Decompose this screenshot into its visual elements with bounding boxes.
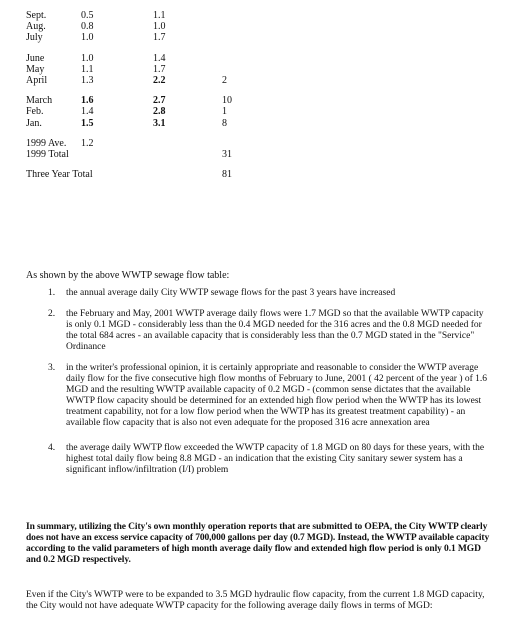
- item-text: the average daily WWTP flow exceeded the WWTP capacity of 1.8 MGD on 80 days for these years, with the highest total daily flow being 8.8 MGD - an indication that the existing City sanitary sewer system has a significant inflow/infiltration (I/I) problem: [66, 443, 485, 475]
- value-cell: 1.1: [81, 63, 94, 75]
- list-item: [48, 309, 488, 353]
- item-number: 2.: [48, 309, 56, 319]
- table-row: [26, 75, 252, 86]
- value-cell: 8: [222, 117, 227, 129]
- month-cell: March: [26, 95, 53, 107]
- item-text: the annual average daily City WWTP sewage flows for the past 3 years have increased: [66, 288, 396, 298]
- list-item: [48, 363, 488, 429]
- value-cell: 1.0: [81, 52, 94, 64]
- month-cell: Sept.: [26, 10, 47, 21]
- value-cell: [222, 44, 252, 64]
- value-cell: 1.4: [81, 106, 94, 118]
- month-cell: 1999 Ave.: [26, 137, 67, 149]
- table-row: [26, 118, 252, 129]
- value-cell: [222, 10, 252, 21]
- month-cell: Aug.: [26, 21, 46, 33]
- value-cell: 1.0: [81, 32, 94, 44]
- month-cell: July: [26, 32, 43, 44]
- table-row: [26, 21, 252, 32]
- summary-paragraph: In summary, utilizing the City's own monthly operation reports that are submitted to OEPA, the City WWTP clearly does not have an excess service capacity of 700,000 gallons per day (0.7 MGD). Instead, the WWTP available capacity according to the valid parameters of high month average daily flow and extended high flow period is only 0.1 MGD and 0.2 MGD respectively.: [26, 522, 490, 565]
- value-cell: 1.6: [81, 95, 94, 107]
- month-cell: April: [26, 75, 48, 87]
- value-cell: [81, 149, 153, 160]
- value-cell: 1.2: [81, 137, 94, 149]
- month-cell: 1999 Total: [26, 149, 69, 161]
- table-row: [26, 106, 252, 117]
- sewage-flow-table: [26, 10, 252, 180]
- item-text: in the writer's professional opinion, it is certainly appropriate and reasonable to consider the WWTP average daily flow for the five consecutive high flow months of February to June, 2001 ( 42 percent of the year ) of 1.6 MGD and the resulting WWTP available capacity of 0.2 MGD - (common sense dictates that the available WWTP flow capacity should be determined for an extended high flow period when the WWTP has its lowest treatment capability, not for a low flow period when the WWTP has its greatest treatment capability) - an available flow capacity that is also not even adequate for the proposed 316 acre annexation area: [66, 363, 488, 428]
- value-cell: 3.1: [153, 117, 166, 129]
- closing-paragraph: Even if the City's WWTP were to be expanded to 3.5 MGD hydraulic flow capacity, from the current 1.8 MGD capacity, the City would not have adequate WWTP capacity for the following average daily flows in terms of MGD:: [26, 590, 485, 611]
- value-cell: 1: [222, 106, 227, 118]
- intro-text: As shown by the above WWTP sewage flow table:: [26, 270, 230, 281]
- table-row: [26, 149, 252, 160]
- value-cell: [153, 149, 222, 160]
- item-number: 1.: [48, 288, 56, 298]
- value-cell: 2.7: [153, 95, 166, 107]
- value-cell: 0.8: [81, 21, 94, 33]
- value-cell: 1.1: [153, 10, 166, 21]
- value-cell: 1.0: [153, 21, 166, 33]
- findings-list: [48, 288, 488, 486]
- item-number: 4.: [48, 443, 56, 453]
- total-label-cell: Three Year Total: [26, 169, 93, 181]
- item-number: 3.: [48, 363, 56, 373]
- value-cell: 0.5: [81, 10, 94, 21]
- month-cell: Feb.: [26, 106, 44, 118]
- value-cell: 1.3: [81, 75, 94, 87]
- value-cell: 1.5: [81, 117, 94, 129]
- value-cell: [222, 32, 252, 43]
- list-item: [48, 443, 488, 476]
- value-cell: [222, 64, 252, 75]
- item-text: the February and May, 2001 WWTP average daily flows were 1.7 MGD so that the available WWTP capacity is only 0.1 MGD - considerably less than the 0.4 MGD needed for the 316 acres and the 0.8 MGD needed for the total 684 acres - an available capacity that is considerably less than the 0.7 MGD stated in the "Service" Ordinance: [66, 309, 484, 352]
- table-row: [26, 86, 252, 106]
- table-row: [26, 10, 252, 21]
- month-cell: June: [26, 52, 45, 64]
- month-cell: Jan.: [26, 117, 42, 129]
- value-cell: 2.2: [153, 75, 166, 87]
- value-cell: [222, 21, 252, 32]
- value-cell: 10: [222, 95, 232, 107]
- value-cell: [153, 129, 222, 149]
- month-cell: May: [26, 63, 45, 75]
- value-cell: 2: [222, 75, 227, 87]
- value-cell: [222, 129, 252, 149]
- table-row: [26, 129, 252, 149]
- table-row: [26, 44, 252, 64]
- list-item: [48, 288, 488, 299]
- value-cell: 31: [222, 149, 232, 161]
- table-row: [26, 160, 252, 180]
- value-cell: 2.8: [153, 106, 166, 118]
- table-row: [26, 32, 252, 43]
- value-cell: 1.7: [153, 32, 166, 44]
- value-cell: 1.7: [153, 63, 166, 75]
- value-cell: 1.4: [153, 52, 166, 64]
- table-row: [26, 64, 252, 75]
- value-cell: 81: [222, 169, 232, 181]
